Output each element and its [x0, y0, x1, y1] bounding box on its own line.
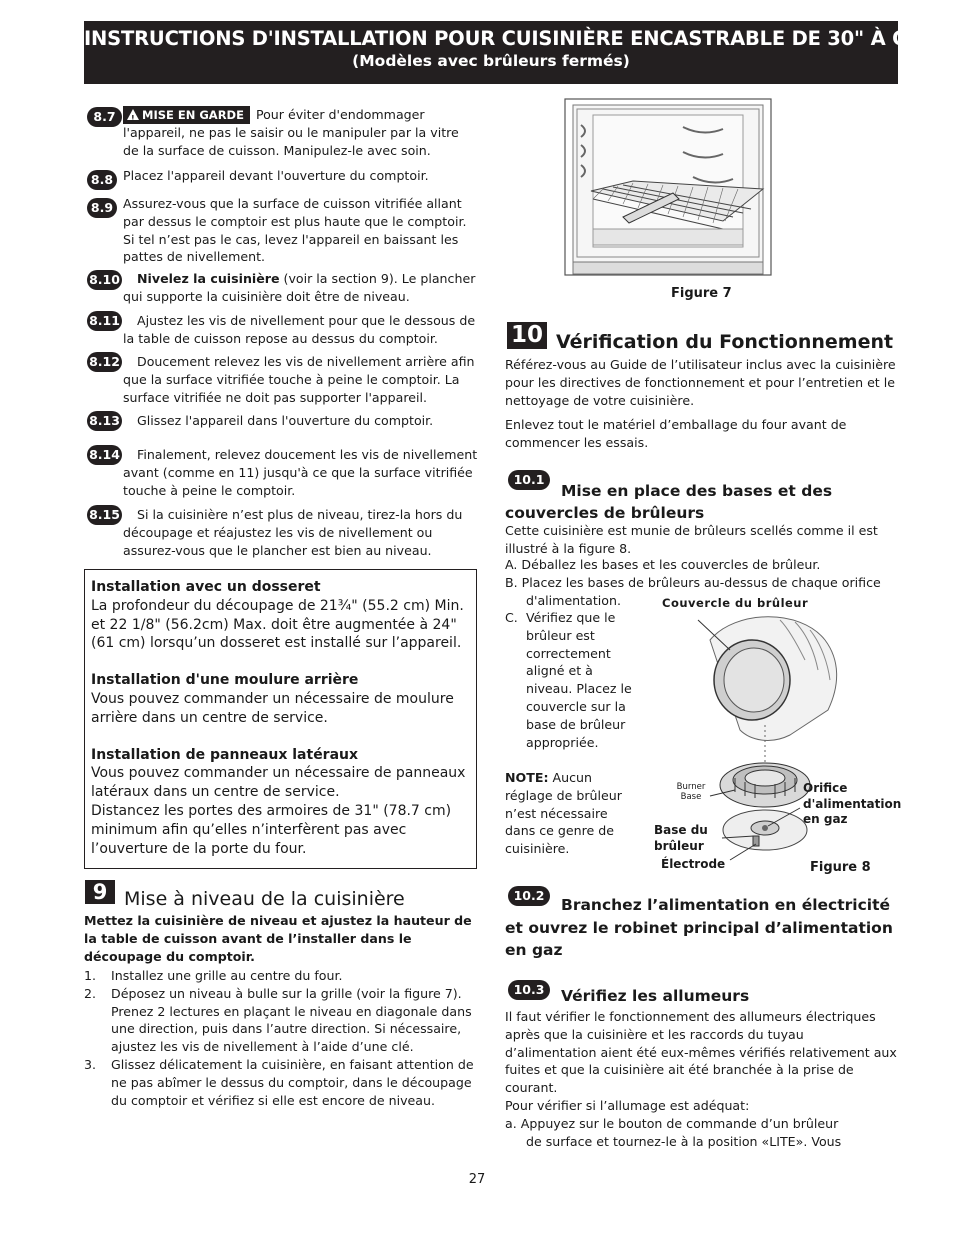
oven-rack-level-figure	[563, 97, 775, 277]
box-text: La profondeur du découpage de 21¾" (55.2 cm) Min. et 22 1/8" (56.2cm) Max. doit être augmentée à 24" (61 cm) lorsqu’un dosseret est installé sur l’appareil.	[91, 597, 464, 652]
box-heading: Installation d'une moulure arrière	[91, 672, 359, 689]
step-8-9: Assurez-vous que la surface de cuisson vitrifiée allant par dessus le comptoir est plus haute que le comptoir. Si tel n’est pas le cas, levez l'appareil en baissant les pattes de nivellement.	[123, 196, 467, 265]
step-badge: 8.13	[87, 411, 122, 431]
section-paragraph: Pour vérifier si l’allumage est adéquat:	[505, 1098, 750, 1113]
installation-info-box	[84, 569, 477, 869]
list-item-cont: d'alimentation.	[526, 593, 621, 608]
subsection-title: Mise en place des bases et des couvercles de brûleurs	[505, 482, 833, 522]
section-number: 9	[85, 880, 115, 904]
list-item: 1. Installez une grille au centre du four.	[84, 968, 343, 983]
section-intro: Mettez la cuisinière de niveau et ajustez la hauteur de la table de cuisson avant de l’installer dans le découpage du comptoir.	[84, 913, 472, 964]
step-badge: 8.7	[87, 107, 122, 127]
box-heading: Installation de panneaux latéraux	[91, 746, 359, 763]
step-badge: 8.12	[87, 352, 122, 372]
step-badge: 8.9	[87, 198, 117, 218]
step-badge: 8.14	[87, 445, 122, 465]
section-paragraph: Enlevez tout le matériel d’emballage du four avant de commencer les essais.	[505, 417, 847, 450]
step-8-11: Ajustez les vis de nivellement pour que le dessous de la table de cuisson repose au dessus du comptoir.	[123, 313, 476, 346]
step-badge: 8.15	[87, 505, 122, 525]
section-title: Vérification du Fonctionnement	[556, 331, 894, 353]
subsection-title: Vérifiez les allumeurs	[561, 987, 750, 1005]
header-title: INSTRUCTIONS D'INSTALLATION POUR CUISINIÈRE ENCASTRABLE DE 30" À GAZ	[84, 27, 937, 50]
step-8-13: Glissez l'appareil dans l'ouverture du comptoir.	[137, 413, 434, 428]
subsection-badge: 10.2	[508, 886, 550, 906]
box-text: Vous pouvez commander un nécessaire de panneaux latéraux dans un centre de service.	[91, 765, 466, 801]
box-heading: Installation avec un dosseret	[91, 579, 321, 595]
section-paragraph: Il faut vérifier le fonctionnement des allumeurs électriques après que la cuisinière et les raccords du tuyau d’alimentation aient été eux-mêmes vérifiés relativement aux fuites et que la cuisinière ait été branchée à la prise de courant.	[505, 1009, 897, 1096]
page-number: 27	[468, 1172, 486, 1187]
list-item: 3. Glissez délicatement la cuisinière, en faisant attention de ne pas abîmer le dessus du comptoir, dans le découpage du comptoir et vérifiez si elle est encore de niveau.	[84, 1056, 474, 1108]
subsection-title: Branchez l’alimentation en électricité et ouvrez le robinet principal d’alimentation en gaz	[505, 896, 893, 959]
figure-7-caption: Figure 7	[671, 286, 732, 301]
section-title: Mise à niveau de la cuisinière	[124, 888, 405, 910]
label-electrode: Électrode	[661, 857, 726, 871]
step-8-10: Nivelez la cuisinière (voir la section 9). Le plancher qui supporte la cuisinière doit être de niveau.	[123, 271, 476, 304]
section-paragraph: Cette cuisinière est munie de brûleurs scellés comme il est illustré à la figure 8.	[505, 523, 878, 556]
step-8-15: Si la cuisinière n’est plus de niveau, tirez-la hors du découpage et réajustez les vis de nivellement ou assurez-vous que le plancher est bien au niveau.	[123, 507, 463, 558]
step-8-12: Doucement relevez les vis de nivellement arrière afin que la surface vitrifiée touche à peine le comptoir. La surface vitrifiée ne doit pas supporter l'appareil.	[123, 354, 475, 405]
section-paragraph: Référez-vous au Guide de l’utilisateur inclus avec la cuisinière pour les directives de fonctionnement et pour l’entretien et le nettoyage de votre cuisinière.	[505, 357, 896, 408]
step-8-8: Placez l'appareil devant l'ouverture du comptoir.	[123, 168, 429, 183]
warning-icon	[127, 109, 139, 120]
step-8-14: Finalement, relevez doucement les vis de nivellement avant (comme en 11) jusqu'à ce que la surface vitrifiée touche à peine le comptoir.	[123, 447, 478, 498]
subsection-badge: 10.3	[508, 980, 550, 1000]
header-subtitle: (Modèles avec brûleurs fermés)	[352, 52, 630, 70]
list-item: Vérifiez que le brûleur est correctement aligné et à niveau. Placez le couvercle sur la base de brûleur appropriée.	[526, 610, 632, 750]
note: NOTE: Aucun réglage de brûleur n’est nécessaire dans ce genre de cuisinière.	[505, 770, 622, 857]
section-9-list	[84, 967, 476, 1109]
list-item: B. Placez les bases de brûleurs au-dessus de chaque orifice	[505, 575, 881, 590]
label-couvercle: Couvercle du brûleur	[662, 596, 809, 610]
step-badge: 8.8	[87, 170, 117, 190]
list-item: A. Déballez les bases et les couvercles de brûleur.	[505, 557, 821, 572]
page-header	[84, 21, 937, 84]
list-letter: C.	[505, 610, 518, 625]
step-text: l'appareil, ne pas le saisir ou le manipuler par la vitre de la surface de cuisson. Manipulez-le avec soin.	[123, 125, 459, 158]
label-burner-base: Burner Base	[676, 782, 706, 802]
figure-8-caption: Figure 8	[810, 860, 871, 875]
warning-label: ! MISE EN GARDE	[123, 106, 250, 124]
subsection-badge: 10.1	[508, 470, 550, 490]
list-item: a. Appuyez sur le bouton de commande d’un brûleur	[505, 1116, 839, 1131]
step-8-7: ! MISE EN GARDE Pour éviter d'endommager l'appareil, ne pas le saisir ou le manipuler par la vitre de la surface de cuisson. Manipulez-le avec soin.	[123, 106, 478, 160]
label-orifice: Orifice d'alimentation en gaz	[803, 781, 902, 826]
list-item: 2. Déposez un niveau à bulle sur la grille (voir la figure 7). Prenez 2 lectures en plaçant le niveau en diagonale dans une direction, puis dans l’autre direction. Si nécessaire, ajustez les vis de nivellement à l’aide d’une clé.	[84, 985, 472, 1055]
box-text: Vous pouvez commander un nécessaire de moulure arrière dans un centre de service.	[91, 690, 454, 726]
list-item-cont: de surface et tournez-le à la position «LITE». Vous	[526, 1134, 842, 1149]
label-base-du-bruleur: Base du brûleur	[654, 823, 708, 853]
step-badge: 8.11	[87, 311, 122, 331]
step-badge: 8.10	[87, 270, 122, 290]
box-text: Distancez les portes des armoires de 31" (78.7 cm) minimum afin qu’elles n’interfèrent pas avec l’ouverture de la porte du four.	[91, 802, 452, 857]
section-number: 10	[507, 322, 547, 349]
